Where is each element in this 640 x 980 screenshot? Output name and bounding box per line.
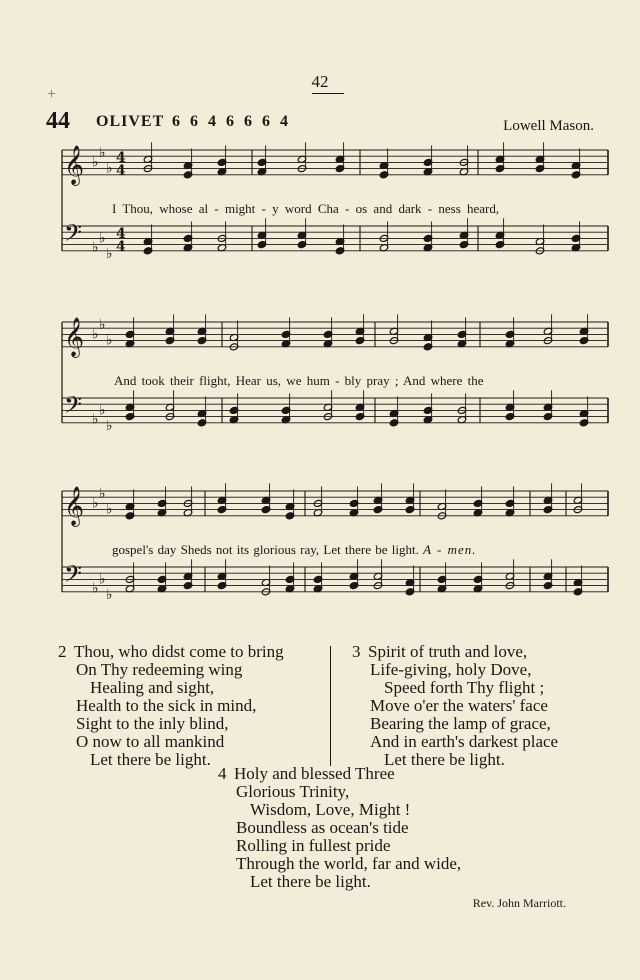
verse-line: Let there be light. [384,750,505,769]
bass-clef-icon: 𝄢 [64,560,83,593]
treble-clef-icon: 𝄞 [64,317,85,357]
verse-line: Let there be light. [90,750,211,769]
verse-line: Healing and sight, [90,678,215,697]
time-signature-top: 4 [116,226,126,242]
treble-clef-icon: 𝄞 [64,486,85,526]
verse-number: 2 [58,642,67,661]
verse-line: Speed forth Thy flight ; [384,678,545,697]
verse-line: Boundless as ocean's tide [236,818,409,837]
bass-clef-icon: 𝄢 [64,391,83,424]
verse-line: On Thy redeeming wing [76,660,243,679]
verse-line: Through the world, far and wide, [236,854,462,873]
lyric-line-3 [112,542,612,558]
time-signature-top: 4 [116,150,126,166]
verse-line: Glorious Trinity, [236,782,350,801]
flat-icon: ♭ [92,326,99,343]
flat-icon: ♭ [99,571,106,588]
verse-4 [218,765,461,891]
time-signature-bottom: 4 [116,163,126,179]
flat-icon: ♭ [106,501,113,518]
flat-icon: ♭ [92,411,99,428]
verse-line: Health to the sick in mind, [76,696,257,715]
verse-2 [58,643,284,769]
flat-icon: ♭ [99,317,106,334]
flat-icon: ♭ [106,245,113,262]
verse-line: Bearing the lamp of grace, [370,714,551,733]
verse-3 [352,643,558,769]
verse-line: Thou, who didst come to bring [74,642,284,661]
flat-icon: ♭ [106,586,113,603]
verse-line: Rolling in fullest pride [236,836,391,855]
time-signature-bottom: 4 [116,239,126,255]
verse-line: Wisdom, Love, Might ! [250,800,411,819]
flat-icon: ♭ [99,402,106,419]
lyric-line-1: I Thou, whose al - might - y word Cha - os and dark - ness heard, [112,201,500,216]
lyric-line-3-text: gospel's day Sheds not its glorious ray, Let there be light. [112,542,419,557]
lyricist: Rev. John Marriott. [472,896,566,910]
flat-icon: ♭ [99,145,106,162]
flat-icon: ♭ [92,495,99,512]
verse-line: Life-giving, holy Dove, [370,660,532,679]
page-number-rule [312,93,344,94]
flat-icon: ♭ [106,417,113,434]
composer: Lowell Mason. [503,118,594,134]
flat-icon: ♭ [106,160,113,177]
verse-number: 4 [218,764,227,783]
flat-icon: ♭ [99,230,106,247]
hymn-number: 44 [46,108,70,134]
treble-clef-icon: 𝄞 [64,145,85,185]
tune-name: OLIVET [96,113,165,130]
bass-clef-icon: 𝄢 [64,219,83,252]
verse-line: O now to all mankind [76,732,225,751]
flat-icon: ♭ [106,332,113,349]
flat-icon: ♭ [99,486,106,503]
page-number: 42 [311,72,329,91]
verse-line: And in earth's darkest place [370,732,559,751]
verse-line: Spirit of truth and love, [368,642,528,661]
flat-icon: ♭ [92,239,99,256]
meter: 6 6 4 6 6 6 4 [172,113,291,130]
amen: A - men. [423,542,477,557]
verse-divider [330,646,331,766]
verse-line: Move o'er the waters' face [370,696,548,715]
lyric-line-2: And took their flight, Hear us, we hum - bly pray ; And where the [114,373,484,388]
flat-icon: ♭ [92,154,99,171]
flat-icon: ♭ [92,580,99,597]
margin-mark: + [46,86,57,103]
verse-number: 3 [352,642,361,661]
verse-line: Let there be light. [250,872,371,891]
verse-line: Sight to the inly blind, [76,714,229,733]
verse-line: Holy and blessed Three [234,764,395,783]
